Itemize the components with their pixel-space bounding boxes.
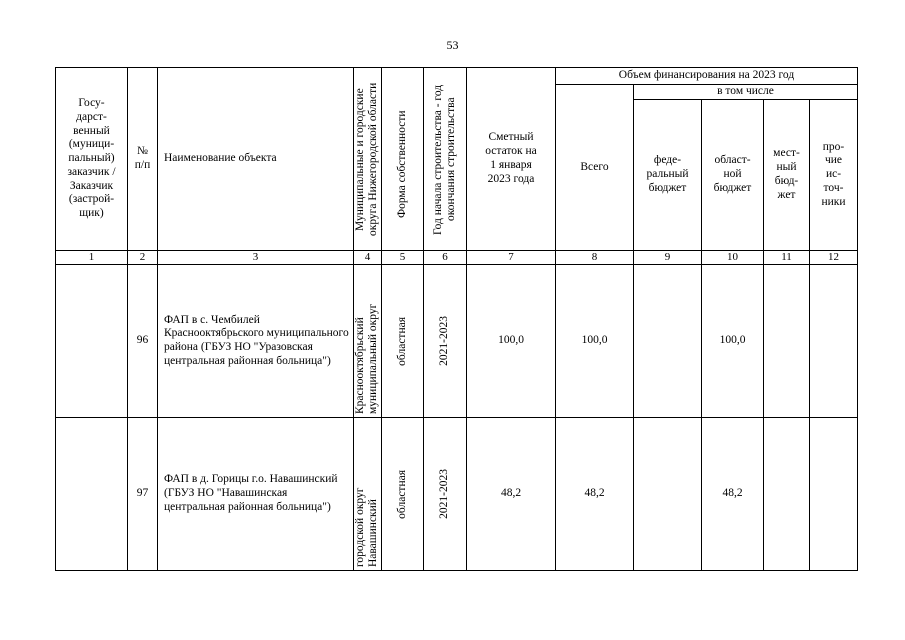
column-number: 5 bbox=[382, 251, 424, 265]
column-number: 8 bbox=[556, 251, 634, 265]
cell-object-name: ФАП в д. Горицы г.о. Навашинский (ГБУЗ НО "Навашинская центральная районная больница") bbox=[158, 418, 354, 571]
cell-federal bbox=[634, 418, 702, 571]
header-including: в том числе bbox=[634, 85, 858, 100]
cell-remainder: 100,0 bbox=[467, 265, 556, 418]
cell-regional: 48,2 bbox=[702, 418, 764, 571]
header-ownership: Форма собственности bbox=[382, 68, 424, 251]
cell-years: 2021-2023 bbox=[424, 418, 467, 571]
cell-customer bbox=[56, 418, 128, 571]
cell-years: 2021-2023 bbox=[424, 265, 467, 418]
header-financing: Объем финансирования на 2023 год bbox=[556, 68, 858, 85]
cell-regional: 100,0 bbox=[702, 265, 764, 418]
column-number: 10 bbox=[702, 251, 764, 265]
cell-ownership: областная bbox=[382, 265, 424, 418]
cell-other bbox=[810, 418, 858, 571]
column-number: 7 bbox=[467, 251, 556, 265]
cell-number: 96 bbox=[128, 265, 158, 418]
column-numbers-row bbox=[56, 251, 858, 265]
cell-district: городской округ Навашинский bbox=[354, 418, 382, 571]
column-number: 9 bbox=[634, 251, 702, 265]
column-number: 4 bbox=[354, 251, 382, 265]
header-regional: област- ной бюджет bbox=[702, 100, 764, 251]
cell-federal bbox=[634, 265, 702, 418]
header-number: № п/п bbox=[128, 68, 158, 251]
financing-table bbox=[55, 67, 858, 571]
cell-customer bbox=[56, 265, 128, 418]
header-other: про- чие ис- точ- ники bbox=[810, 100, 858, 251]
column-number: 12 bbox=[810, 251, 858, 265]
header-object-name: Наименование объекта bbox=[158, 68, 354, 251]
cell-object-name: ФАП в с. Чембилей Краснооктябрьского муниципального района (ГБУЗ НО "Уразовская центральная районная больница") bbox=[158, 265, 354, 418]
cell-total: 48,2 bbox=[556, 418, 634, 571]
header-customer: Госу- дарст- венный (муници- пальный) заказчик / Заказчик (застрой- щик) bbox=[56, 68, 128, 251]
header-total: Всего bbox=[556, 85, 634, 251]
cell-ownership: областная bbox=[382, 418, 424, 571]
table-row bbox=[56, 265, 858, 418]
cell-other bbox=[810, 265, 858, 418]
column-number: 11 bbox=[764, 251, 810, 265]
header-remainder: Сметный остаток на 1 января 2023 года bbox=[467, 68, 556, 251]
header-local: мест- ный бюд- жет bbox=[764, 100, 810, 251]
header-federal: феде- ральный бюджет bbox=[634, 100, 702, 251]
header-district: Муниципальные и городские округа Нижегородской области bbox=[354, 68, 382, 251]
column-number: 2 bbox=[128, 251, 158, 265]
column-number: 1 bbox=[56, 251, 128, 265]
column-number: 3 bbox=[158, 251, 354, 265]
column-number: 6 bbox=[424, 251, 467, 265]
cell-district: Краснооктябрьский муниципальный округ bbox=[354, 265, 382, 418]
header-years: Год начала строительства - год окончания строительства bbox=[424, 68, 467, 251]
cell-local bbox=[764, 418, 810, 571]
table-row bbox=[56, 418, 858, 571]
page-number: 53 bbox=[446, 38, 459, 52]
cell-remainder: 48,2 bbox=[467, 418, 556, 571]
cell-total: 100,0 bbox=[556, 265, 634, 418]
cell-number: 97 bbox=[128, 418, 158, 571]
cell-local bbox=[764, 265, 810, 418]
